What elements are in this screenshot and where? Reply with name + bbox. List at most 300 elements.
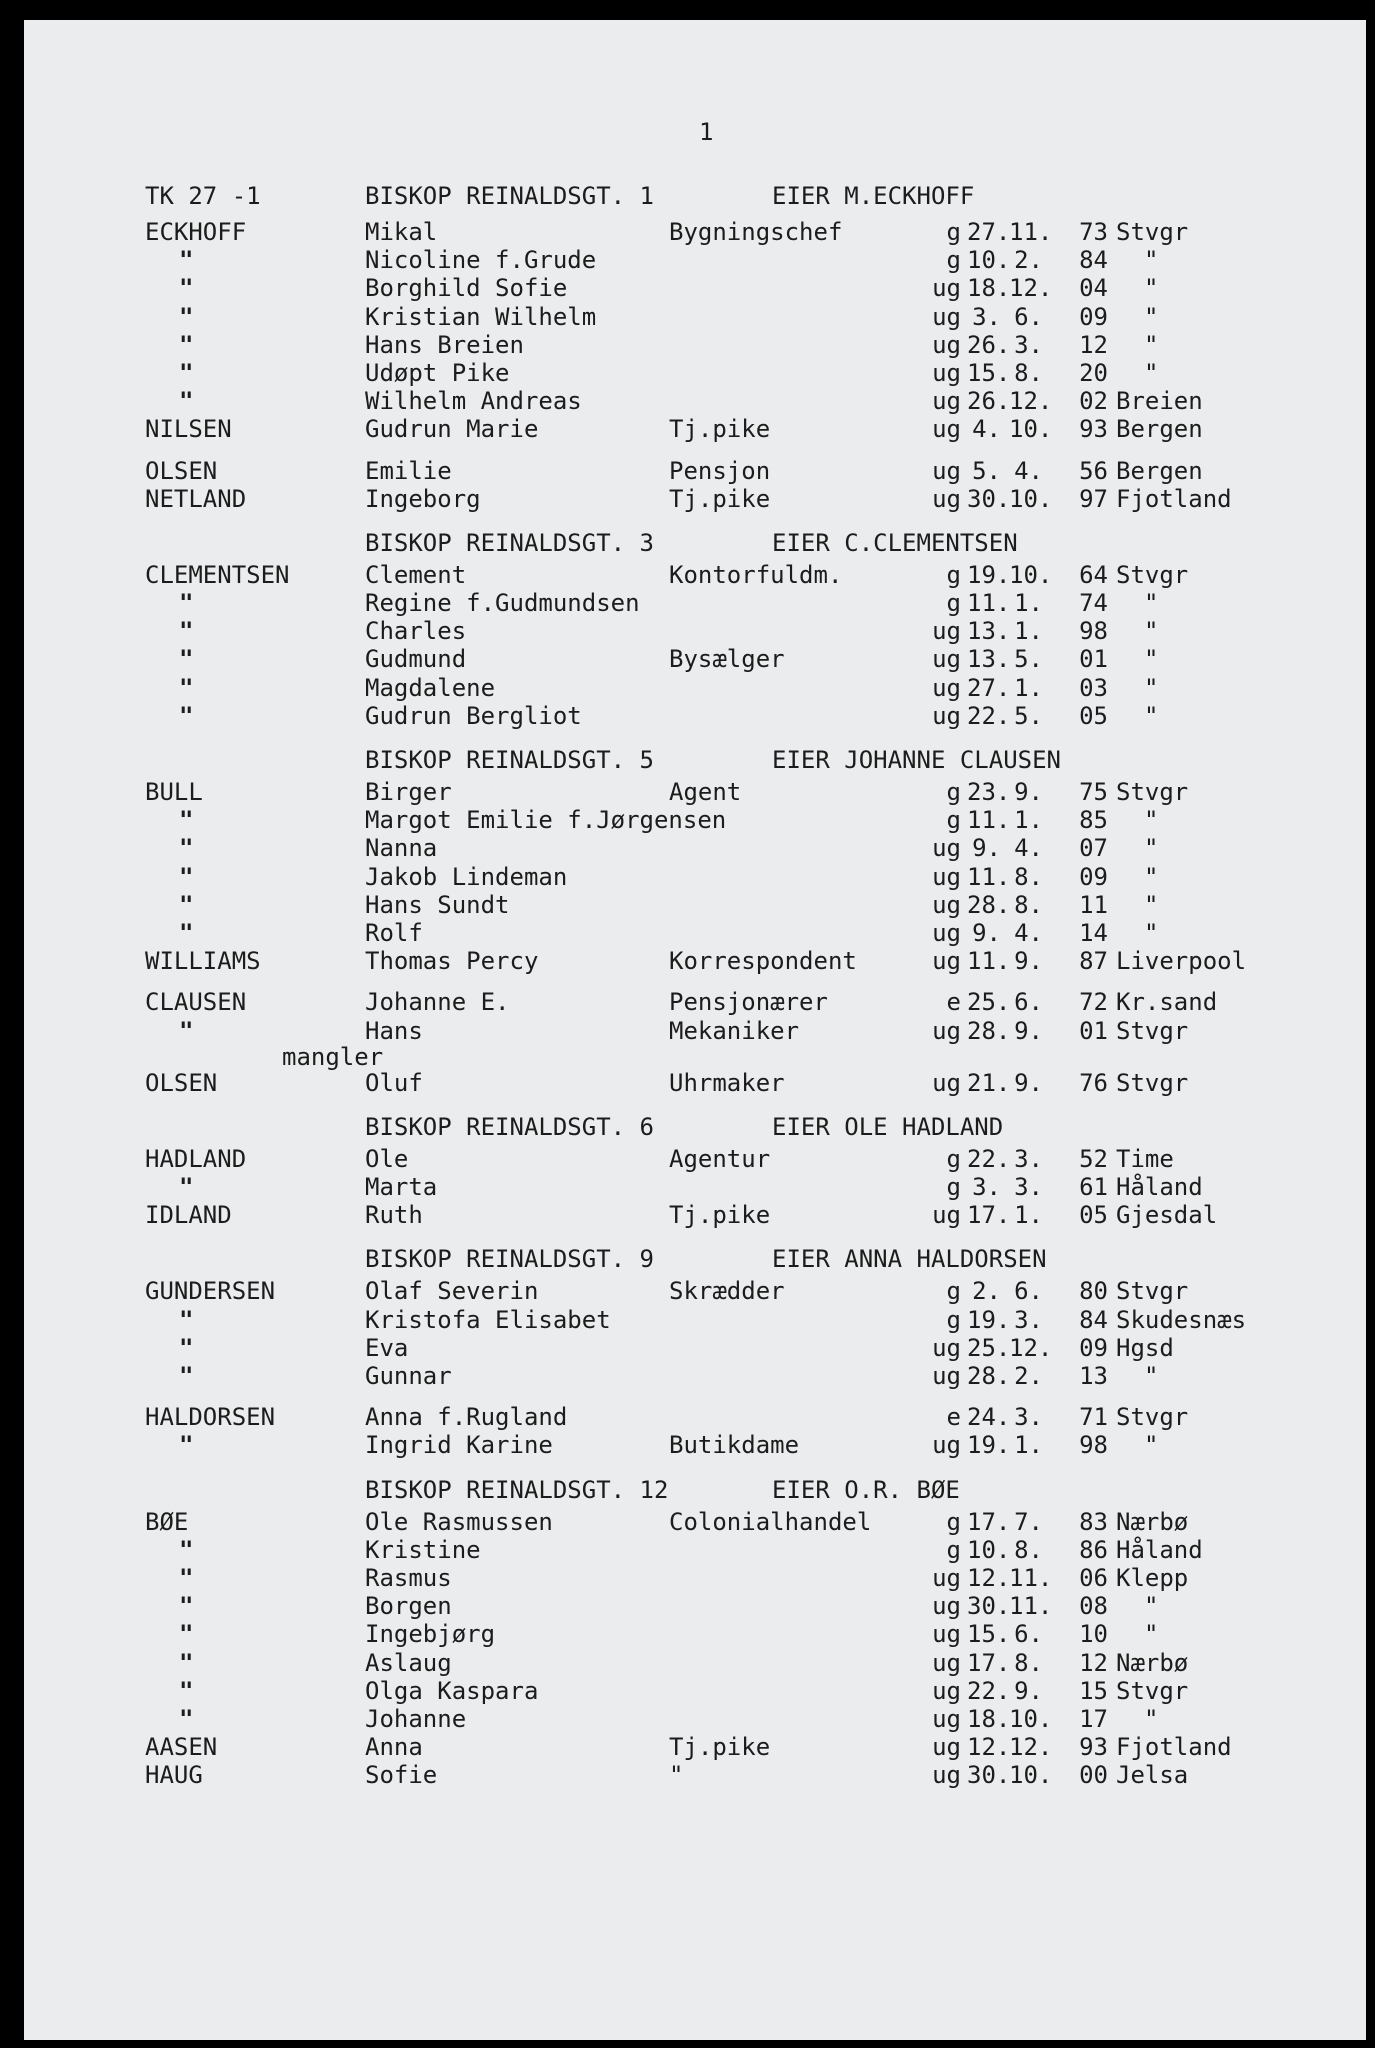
birth-month: 10. — [1009, 560, 1053, 589]
marital-status: ug — [932, 1068, 961, 1097]
person-row — [24, 1733, 1366, 1761]
surname-ditto-mark: " — [179, 834, 194, 863]
given-name: Wilhelm Andreas — [365, 387, 582, 416]
surname: HAUG — [145, 1761, 203, 1790]
person-row — [24, 303, 1366, 331]
birth-year: 12 — [1079, 1648, 1108, 1677]
birthplace-ditto-mark: " — [1144, 1704, 1159, 1733]
surname-ditto-mark: " — [179, 617, 194, 646]
street-heading: BISKOP REINALDSGT. 12 — [365, 1475, 669, 1504]
occupation: Butikdame — [669, 1431, 800, 1460]
given-name: Birger — [365, 778, 452, 806]
birthplace: Bergen — [1116, 415, 1203, 444]
marital-status: g — [946, 806, 961, 835]
surname-ditto-mark: " — [179, 645, 194, 674]
birth-day: 25. — [967, 1333, 1011, 1362]
person-row — [24, 589, 1366, 617]
person-row — [24, 1620, 1366, 1648]
birthplace: Gjesdal — [1116, 1201, 1218, 1230]
given-name: Hans — [365, 1016, 423, 1045]
occupation: Bysælger — [669, 645, 785, 674]
street-heading: BISKOP REINALDSGT. 3 — [365, 528, 654, 557]
birth-year: 14 — [1079, 918, 1108, 947]
birthplace: Skudesnæs — [1116, 1305, 1247, 1334]
birth-day: 28. — [967, 890, 1011, 919]
birth-day: 21. — [967, 1068, 1011, 1097]
given-name: Ruth — [365, 1201, 423, 1230]
street-heading: BISKOP REINALDSGT. 5 — [365, 746, 654, 774]
marital-status: ug — [932, 1563, 961, 1592]
birth-year: 61 — [1079, 1173, 1108, 1202]
marital-status: ug — [932, 456, 961, 485]
marital-status: ug — [932, 1733, 961, 1762]
birthplace: Breien — [1116, 387, 1203, 416]
birth-day: 13. — [967, 645, 1011, 674]
person-row — [24, 674, 1366, 702]
occupation: Agent — [669, 778, 742, 806]
birth-month: 10. — [1009, 1704, 1053, 1733]
birth-year: 98 — [1079, 1431, 1108, 1460]
birth-day: 15. — [967, 358, 1011, 387]
given-name: Magdalene — [365, 673, 496, 702]
birth-year: 85 — [1079, 806, 1108, 835]
owner-heading: EIER O.R. BØE — [772, 1475, 960, 1504]
birth-month: 5. — [1014, 701, 1043, 730]
birth-month: 9. — [1014, 1016, 1043, 1045]
given-name: Ingebjørg — [365, 1620, 496, 1649]
birthplace: Stvgr — [1116, 1068, 1189, 1097]
given-name: Anna — [365, 1733, 423, 1762]
given-name: Kristofa Elisabet — [365, 1305, 611, 1334]
given-name: Gudrun Bergliot — [365, 701, 582, 730]
birth-month: 2. — [1014, 1362, 1043, 1390]
birth-month: 3. — [1014, 1173, 1043, 1202]
birth-month: 3. — [1014, 1144, 1043, 1173]
person-row — [24, 561, 1366, 589]
birth-day: 9. — [972, 834, 1001, 863]
given-name: Nicoline f.Grude — [365, 246, 597, 275]
given-name: Thomas Percy — [365, 947, 539, 976]
owner-heading: EIER ANNA HALDORSEN — [772, 1245, 1047, 1274]
given-name: Ole Rasmussen — [365, 1507, 553, 1536]
surname-ditto-mark: " — [179, 330, 194, 359]
surname-ditto-mark: " — [179, 918, 194, 947]
owner-heading: EIER C.CLEMENTSEN — [772, 528, 1018, 557]
birth-month: 12. — [1009, 387, 1053, 416]
marital-status: ug — [932, 1620, 961, 1649]
given-name: Ingeborg — [365, 484, 481, 513]
birth-day: 22. — [967, 1676, 1011, 1705]
birthplace-ditto-mark: " — [1144, 246, 1159, 275]
birth-year: 09 — [1079, 302, 1108, 331]
birthplace: Kr.sand — [1116, 988, 1218, 1017]
surname: GUNDERSEN — [145, 1277, 276, 1306]
birth-year: 01 — [1079, 645, 1108, 674]
register-code: TK 27 -1 — [145, 182, 261, 210]
street-heading: BISKOP REINALDSGT. 6 — [365, 1112, 654, 1141]
address-heading — [24, 1241, 1366, 1277]
birth-month: 1. — [1014, 806, 1043, 835]
birth-year: 00 — [1079, 1761, 1108, 1790]
birth-day: 12. — [967, 1733, 1011, 1762]
birth-year: 97 — [1079, 484, 1108, 513]
address-section — [24, 1109, 1366, 1230]
birth-day: 19. — [967, 560, 1011, 589]
given-name: Margot Emilie f.Jørgensen — [365, 806, 727, 835]
given-name: Gunnar — [365, 1362, 452, 1390]
street-heading: BISKOP REINALDSGT. 1 — [365, 182, 654, 210]
marital-status: e — [946, 988, 961, 1017]
birth-day: 17. — [967, 1507, 1011, 1536]
occupation: Uhrmaker — [669, 1068, 785, 1097]
occupation: Agentur — [669, 1144, 771, 1173]
address-heading — [24, 525, 1366, 561]
birth-year: 03 — [1079, 673, 1108, 702]
occupation: Tj.pike — [669, 415, 771, 444]
birth-month: 9. — [1014, 1068, 1043, 1097]
surname: AASEN — [145, 1733, 218, 1762]
given-name: Borgen — [365, 1592, 452, 1621]
person-row — [24, 1277, 1366, 1305]
birth-day: 26. — [967, 330, 1011, 359]
birth-year: 80 — [1079, 1277, 1108, 1306]
birthplace: Stvgr — [1116, 1403, 1189, 1432]
surname-ditto-mark: " — [179, 1704, 194, 1733]
document-page — [24, 20, 1366, 2040]
birth-day: 13. — [967, 617, 1011, 646]
birthplace-ditto-mark: " — [1144, 645, 1159, 674]
given-name: Johanne — [365, 1704, 467, 1733]
birth-day: 4. — [972, 415, 1001, 444]
street-heading: BISKOP REINALDSGT. 9 — [365, 1245, 654, 1274]
surname-ditto-mark: " — [179, 1362, 194, 1390]
marital-status: ug — [932, 415, 961, 444]
marital-status: ug — [932, 1592, 961, 1621]
birth-year: 56 — [1079, 456, 1108, 485]
person-row — [24, 1306, 1366, 1334]
birth-year: 13 — [1079, 1362, 1108, 1390]
occupation: Mekaniker — [669, 1016, 800, 1045]
surname: CLEMENTSEN — [145, 560, 290, 589]
given-name: Ingrid Karine — [365, 1431, 553, 1460]
birthplace-ditto-mark: " — [1144, 701, 1159, 730]
given-name: Eva — [365, 1333, 409, 1362]
birthplace: Bergen — [1116, 456, 1203, 485]
surname-ditto-mark: " — [179, 673, 194, 702]
register-body — [24, 218, 1366, 1789]
birth-day: 11. — [967, 589, 1011, 618]
surname: ECKHOFF — [145, 218, 247, 246]
surname-ditto-mark: " — [179, 274, 194, 303]
given-name: Kristine — [365, 1535, 481, 1564]
given-name: Regine f.Gudmundsen — [365, 589, 640, 618]
birthplace-ditto-mark: " — [1144, 673, 1159, 702]
surname-ditto-mark: " — [179, 1333, 194, 1362]
birth-month: 9. — [1014, 778, 1043, 806]
birth-month: 8. — [1014, 358, 1043, 387]
person-row — [24, 1362, 1366, 1390]
person-row — [24, 1431, 1366, 1459]
birth-month: 1. — [1014, 1201, 1043, 1230]
birth-year: 10 — [1079, 1620, 1108, 1649]
birth-day: 11. — [967, 862, 1011, 891]
person-row — [24, 359, 1366, 387]
birth-day: 9. — [972, 918, 1001, 947]
person-row — [24, 485, 1366, 513]
birth-year: 05 — [1079, 1201, 1108, 1230]
person-row — [24, 1649, 1366, 1677]
birth-month: 1. — [1014, 617, 1043, 646]
birth-month: 4. — [1014, 918, 1043, 947]
given-name: Aslaug — [365, 1648, 452, 1677]
surname-ditto-mark: " — [179, 1016, 194, 1045]
given-name: Kristian Wilhelm — [365, 302, 597, 331]
marital-status: g — [946, 1144, 961, 1173]
birthplace-ditto-mark: " — [1144, 274, 1159, 303]
annotation-mangler: mangler — [282, 1042, 384, 1071]
marital-status: g — [946, 1277, 961, 1306]
occupation: Tj.pike — [669, 1733, 771, 1762]
birth-day: 28. — [967, 1362, 1011, 1390]
surname-ditto-mark: " — [179, 1563, 194, 1592]
birthplace-ditto-mark: " — [1144, 589, 1159, 618]
birthplace: Fjotland — [1116, 484, 1232, 513]
surname: CLAUSEN — [145, 988, 247, 1017]
address-heading — [24, 742, 1366, 778]
birth-year: 64 — [1079, 560, 1108, 589]
surname: NILSEN — [145, 415, 232, 444]
birth-day: 30. — [967, 1592, 1011, 1621]
birthplace-ditto-mark: " — [1144, 358, 1159, 387]
surname-ditto-mark: " — [179, 1305, 194, 1334]
birth-year: 93 — [1079, 415, 1108, 444]
birth-year: 73 — [1079, 218, 1108, 246]
surname: HADLAND — [145, 1144, 247, 1173]
birth-month: 12. — [1009, 1733, 1053, 1762]
marital-status: ug — [932, 1362, 961, 1390]
birth-year: 75 — [1079, 778, 1108, 806]
given-name: Gudmund — [365, 645, 467, 674]
surname-ditto-mark: " — [179, 302, 194, 331]
birth-year: 15 — [1079, 1676, 1108, 1705]
birth-month: 3. — [1014, 1403, 1043, 1432]
birthplace: Fjotland — [1116, 1733, 1232, 1762]
marital-status: ug — [932, 358, 961, 387]
marital-status: ug — [932, 701, 961, 730]
person-row — [24, 702, 1366, 730]
person-row — [24, 1677, 1366, 1705]
marital-status: g — [946, 778, 961, 806]
birth-day: 24. — [967, 1403, 1011, 1432]
marital-status: ug — [932, 1201, 961, 1230]
birth-year: 72 — [1079, 988, 1108, 1017]
person-row — [24, 806, 1366, 834]
person-row — [24, 891, 1366, 919]
address-section — [24, 1241, 1366, 1459]
birth-month: 6. — [1014, 302, 1043, 331]
address-heading — [24, 1472, 1366, 1508]
person-row — [24, 1017, 1366, 1045]
person-row — [24, 863, 1366, 891]
address-section — [24, 525, 1366, 730]
marital-status: ug — [932, 673, 961, 702]
birth-day: 27. — [967, 673, 1011, 702]
birth-month: 9. — [1014, 947, 1043, 976]
person-row — [24, 331, 1366, 359]
occupation: Tj.pike — [669, 1201, 771, 1230]
person-row — [24, 988, 1366, 1016]
birth-year: 12 — [1079, 330, 1108, 359]
marital-status: g — [946, 1305, 961, 1334]
birthplace: Stvgr — [1116, 1277, 1189, 1306]
birth-year: 84 — [1079, 1305, 1108, 1334]
birth-month: 10. — [1009, 484, 1053, 513]
marital-status: ug — [932, 1333, 961, 1362]
marital-status: ug — [932, 330, 961, 359]
birth-month: 1. — [1014, 589, 1043, 618]
marital-status: ug — [932, 1016, 961, 1045]
birthplace: Klepp — [1116, 1563, 1189, 1592]
marital-status: ug — [932, 1761, 961, 1790]
birth-month: 12. — [1009, 274, 1053, 303]
owner-heading: EIER M.ECKHOFF — [772, 182, 975, 210]
given-name: Hans Sundt — [365, 890, 510, 919]
surname: BULL — [145, 778, 203, 806]
birthplace-ditto-mark: " — [1144, 1620, 1159, 1649]
surname-ditto-mark: " — [179, 246, 194, 275]
birth-year: 04 — [1079, 274, 1108, 303]
birthplace-ditto-mark: " — [1144, 330, 1159, 359]
birth-year: 09 — [1079, 1333, 1108, 1362]
birth-month: 3. — [1014, 330, 1043, 359]
surname: OLSEN — [145, 1068, 218, 1097]
birthplace: Jelsa — [1116, 1761, 1189, 1790]
birth-year: 07 — [1079, 834, 1108, 863]
occupation: Korrespondent — [669, 947, 857, 976]
birth-year: 20 — [1079, 358, 1108, 387]
person-row — [24, 246, 1366, 274]
birth-year: 01 — [1079, 1016, 1108, 1045]
surname-ditto-mark: " — [179, 1535, 194, 1564]
given-name: Rolf — [365, 918, 423, 947]
marital-status: ug — [932, 274, 961, 303]
birth-month: 6. — [1014, 988, 1043, 1017]
person-row — [24, 617, 1366, 645]
birth-month: 8. — [1014, 890, 1043, 919]
surname-ditto-mark: " — [179, 1431, 194, 1460]
birthplace-ditto-mark: " — [1144, 862, 1159, 891]
marital-status: g — [946, 1535, 961, 1564]
birth-day: 22. — [967, 701, 1011, 730]
birthplace: Nærbø — [1116, 1507, 1189, 1536]
birth-day: 18. — [967, 1704, 1011, 1733]
birth-day: 3. — [972, 302, 1001, 331]
marital-status: ug — [932, 834, 961, 863]
marital-status: g — [946, 560, 961, 589]
marital-status: g — [946, 1173, 961, 1202]
birthplace-ditto-mark: " — [1144, 302, 1159, 331]
occupation: Tj.pike — [669, 484, 771, 513]
marital-status: ug — [932, 617, 961, 646]
birthplace: Stvgr — [1116, 1016, 1189, 1045]
owner-heading: EIER OLE HADLAND — [772, 1112, 1004, 1141]
surname-ditto-mark: " — [179, 1173, 194, 1202]
birth-month: 3. — [1014, 1305, 1043, 1334]
surname-ditto-mark: " — [179, 1648, 194, 1677]
birthplace-ditto-mark: " — [1144, 1592, 1159, 1621]
birthplace-ditto-mark: " — [1144, 834, 1159, 863]
person-row — [24, 1173, 1366, 1201]
birth-day: 15. — [967, 1620, 1011, 1649]
occupation: " — [669, 1761, 684, 1790]
given-name: Marta — [365, 1173, 438, 1202]
birth-day: 10. — [967, 1535, 1011, 1564]
birth-day: 28. — [967, 1016, 1011, 1045]
person-row — [24, 1145, 1366, 1173]
person-row — [24, 778, 1366, 806]
given-name: Jakob Lindeman — [365, 862, 568, 891]
birth-year: 05 — [1079, 701, 1108, 730]
birth-month: 11. — [1009, 218, 1053, 246]
given-name: Mikal — [365, 218, 438, 246]
person-row — [24, 947, 1366, 975]
birth-day: 19. — [967, 1431, 1011, 1460]
person-row — [24, 218, 1366, 246]
given-name: Olga Kaspara — [365, 1676, 539, 1705]
occupation: Bygningschef — [669, 218, 843, 246]
birth-day: 11. — [967, 947, 1011, 976]
surname-ditto-mark: " — [179, 387, 194, 416]
birth-year: 83 — [1079, 1507, 1108, 1536]
birth-day: 27. — [967, 218, 1011, 246]
birth-year: 09 — [1079, 862, 1108, 891]
surname-ditto-mark: " — [179, 1620, 194, 1649]
birth-month: 1. — [1014, 1431, 1043, 1460]
birth-day: 23. — [967, 778, 1011, 806]
birth-day: 17. — [967, 1648, 1011, 1677]
birth-day: 26. — [967, 387, 1011, 416]
birth-month: 5. — [1014, 645, 1043, 674]
birth-day: 2. — [972, 1277, 1001, 1306]
person-row — [24, 834, 1366, 862]
given-name: Clement — [365, 560, 467, 589]
person-row — [24, 1536, 1366, 1564]
birth-month: 10. — [1009, 415, 1053, 444]
birth-day: 22. — [967, 1144, 1011, 1173]
page-header — [24, 180, 1366, 212]
occupation: Skrædder — [669, 1277, 785, 1306]
occupation: Pensjon — [669, 456, 771, 485]
given-name: Anna f.Rugland — [365, 1403, 568, 1432]
birth-year: 11 — [1079, 890, 1108, 919]
birthplace: Stvgr — [1116, 218, 1189, 246]
birth-day: 11. — [967, 806, 1011, 835]
given-name: Hans Breien — [365, 330, 524, 359]
surname: OLSEN — [145, 456, 218, 485]
birth-year: 93 — [1079, 1733, 1108, 1762]
marital-status: ug — [932, 1431, 961, 1460]
person-row — [24, 645, 1366, 673]
birthplace-ditto-mark: " — [1144, 617, 1159, 646]
address-heading — [24, 1109, 1366, 1145]
marital-status: g — [946, 1507, 961, 1536]
person-row — [24, 1508, 1366, 1536]
marital-status: ug — [932, 484, 961, 513]
birth-day: 3. — [972, 1173, 1001, 1202]
birthplace-ditto-mark: " — [1144, 1431, 1159, 1460]
birth-day: 30. — [967, 1761, 1011, 1790]
person-row — [24, 1334, 1366, 1362]
